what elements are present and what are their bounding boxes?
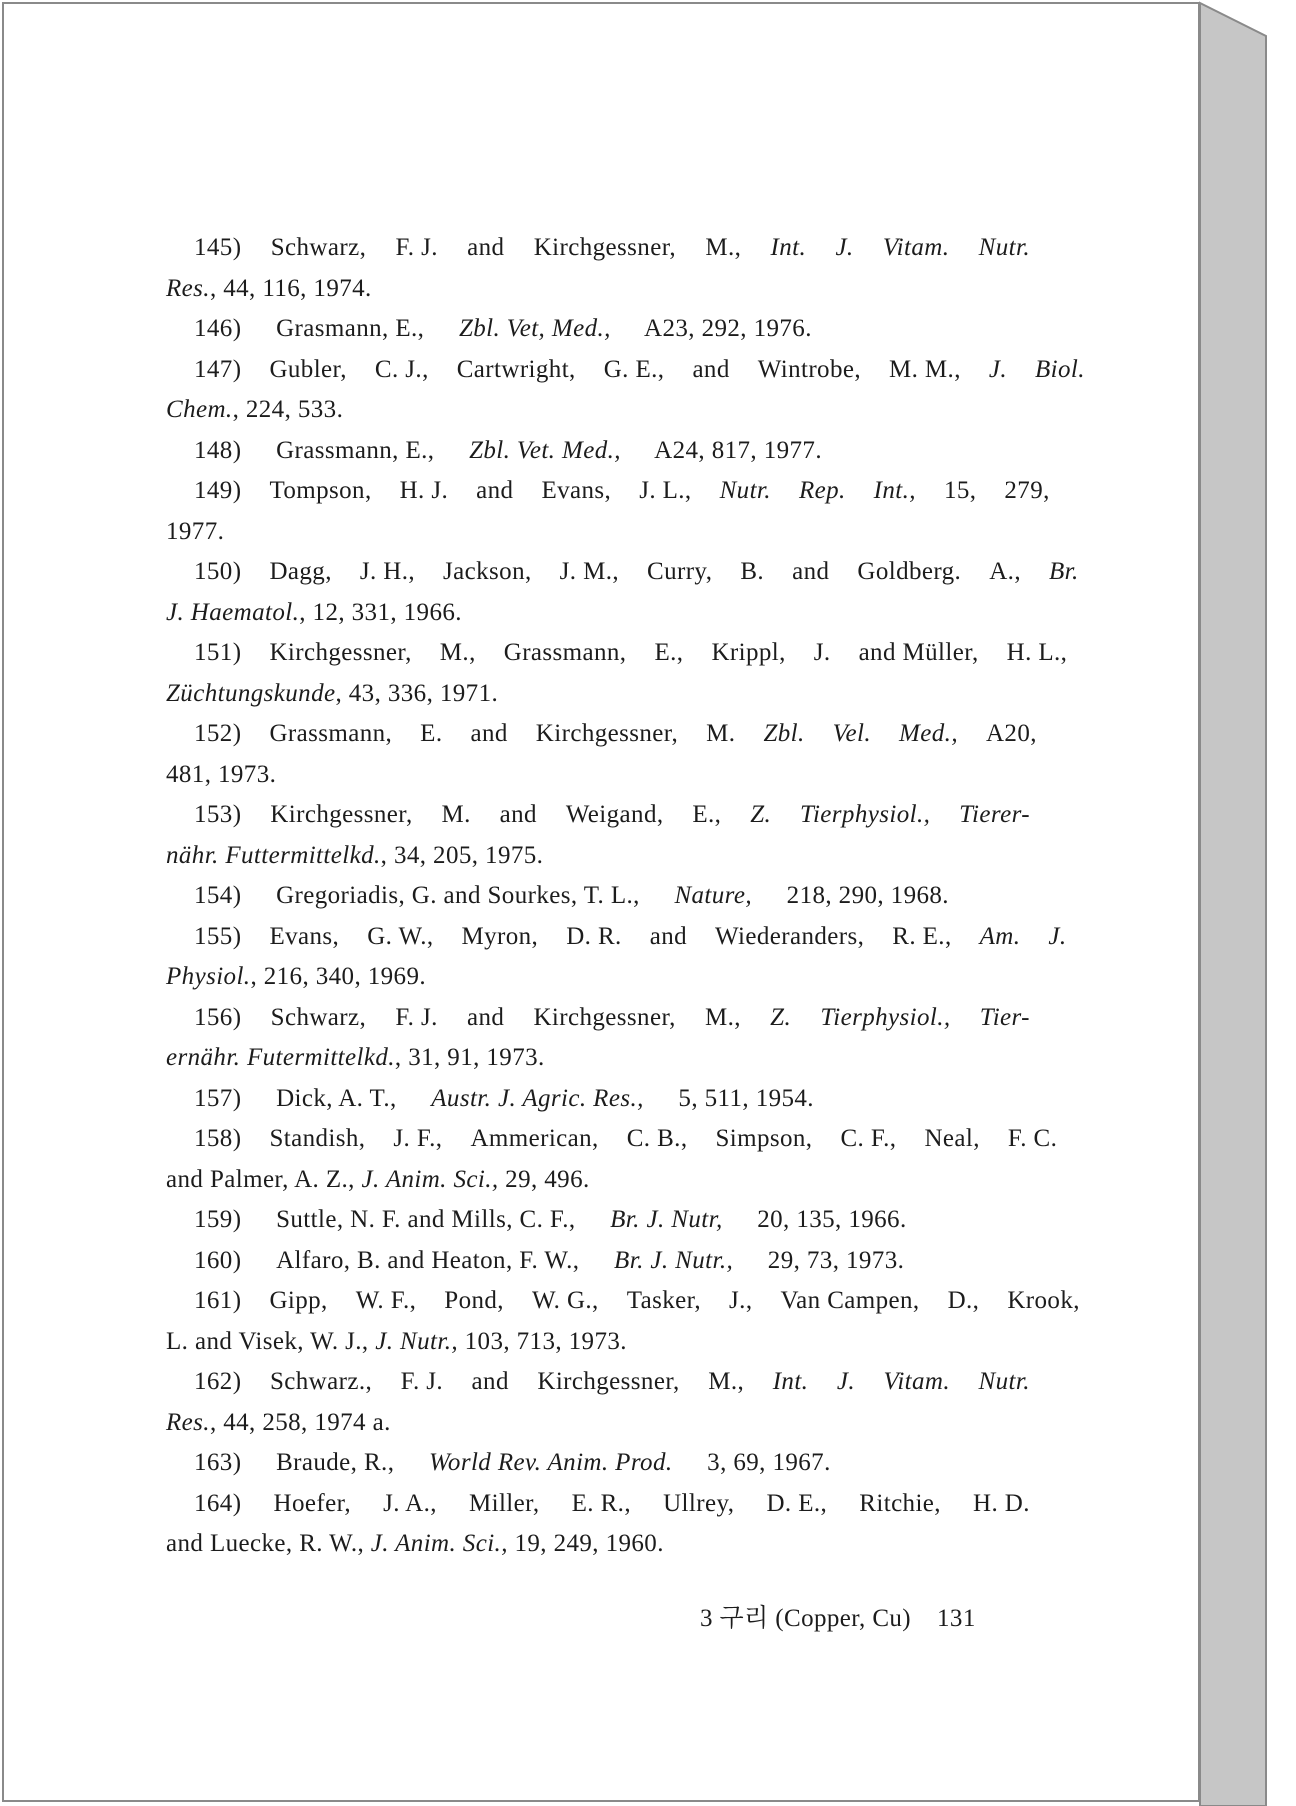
reference-list [166,228,1085,1565]
reference-word: and [470,720,508,747]
reference-journal: J. Anim. Sci., [370,1530,508,1557]
reference-word: M., [705,1003,741,1031]
reference-entry [166,350,1085,431]
reference-line-continued [166,1322,1030,1363]
reference-journal: ernähr. Futermittelkd. [166,1044,395,1071]
reference-word: J. M., [559,558,619,585]
reference-number: 164) [194,1489,242,1517]
reference-number: 149) [194,477,242,504]
reference-number: 155) [194,922,242,950]
reference-entry [166,1362,1030,1443]
reference-word: Ullrey, [663,1489,735,1517]
reference-citation: 3, 69, 1967. [700,1449,831,1476]
reference-number: 146) [194,315,249,342]
reference-word: Schwarz, [270,1003,367,1031]
reference-entry [166,633,1068,714]
reference-word: D. E., [766,1489,828,1517]
reference-word: Schwarz., [269,1368,373,1395]
reference-word: Kirchgessner, [270,801,413,828]
reference-authors: and Palmer, A. Z., [166,1165,362,1193]
reference-number: 157) [194,1084,249,1112]
reference-entry [166,1484,1030,1565]
reference-word: C. F., [840,1125,897,1152]
reference-word: Hoefer, [273,1489,351,1517]
reference-word: Vitam. [883,1368,951,1395]
reference-word: Tierphysiol., [820,1003,951,1031]
reference-line [166,552,1079,593]
reference-entry [166,228,1030,309]
reference-word: Dagg, [269,558,332,585]
reference-word: H. D. [973,1489,1030,1517]
reference-citation: , 43, 336, 1971. [335,679,499,707]
reference-line [166,795,1030,836]
reference-number: 163) [194,1449,249,1476]
reference-word: M. [706,720,736,747]
reference-line-continued [166,512,1030,553]
reference-line-continued [166,957,1030,998]
reference-line [166,1079,1030,1120]
reference-word: J. [1048,922,1067,950]
reference-entry [166,1200,1030,1241]
reference-authors: Gregoriadis, G. and Sourkes, T. L., [276,882,647,909]
reference-number: 153) [194,801,242,828]
reference-line-continued [166,1038,1030,1079]
reference-citation: , 44, 116, 1974. [209,274,372,302]
reference-journal: World Rev. Anim. Prod. [429,1449,673,1476]
reference-journal: Res. [166,274,210,302]
reference-journal: Zbl. Vet. Med., [469,436,621,464]
reference-word: Van Campen, [780,1287,920,1314]
reference-word: F. J. [395,1003,438,1031]
reference-entry [166,309,1030,350]
reference-word: Grassmann, [503,639,627,666]
reference-line [166,350,1085,391]
reference-citation: 29, 496. [498,1165,590,1193]
reference-line [166,309,1030,350]
reference-line [166,1281,1080,1322]
reference-word: Z. [750,801,772,828]
reference-word: Tasker, [626,1287,702,1314]
reference-word: Kirchgessner, [533,234,677,261]
reference-word: and [649,922,687,950]
reference-line [166,1241,1030,1282]
reference-word: A20, [985,720,1037,747]
reference-word: B. [740,558,765,585]
reference-word: W. F., [355,1287,417,1314]
reference-journal: Br. J. Nutr, [610,1206,723,1233]
reference-line-continued [166,1403,1030,1444]
reference-word: Neal, [924,1125,980,1152]
reference-citation: , 31, 91, 1973. [394,1044,545,1071]
reference-word: A., [989,558,1021,585]
reference-line-continued [166,755,1030,796]
reference-authors: and Luecke, R. W., [166,1530,371,1557]
reference-entry [166,1079,1030,1120]
reference-word: E., [654,639,684,666]
reference-line-continued [166,1524,1030,1565]
reference-word: Br. [1048,558,1079,585]
reference-authors: Braude, R., [276,1449,401,1476]
reference-word: Wintrobe, [757,355,861,383]
reference-journal: J. Haematol. [166,598,300,626]
reference-word: G. W., [367,922,434,950]
reference-word: Cartwright, [456,355,576,383]
reference-citation: 1977. [166,517,225,545]
reference-word: Z. [770,1003,792,1031]
reference-word: Wiederanders, [715,922,865,950]
reference-citation: 20, 135, 1966. [750,1206,907,1233]
reference-citation: 5, 511, 1954. [671,1084,814,1112]
reference-word: Vel. [832,720,872,747]
reference-journal: Züchtungskunde [166,679,336,707]
reference-word: Tier- [979,1003,1030,1031]
reference-word: G. E., [603,355,665,383]
reference-word: Zbl. [763,720,805,747]
reference-word: Curry, [647,558,713,585]
reference-word: R. E., [892,922,952,950]
reference-word: H. L., [1006,639,1068,666]
reference-entry [166,795,1030,876]
reference-citation: 29, 73, 1973. [761,1246,905,1274]
reference-line-continued [166,390,1030,431]
reference-journal: nähr. Futtermittelkd. [166,841,381,869]
reference-word: Myron, [461,922,539,950]
reference-citation: 19, 249, 1960. [507,1530,664,1557]
reference-number: 145) [194,234,242,261]
reference-authors: Grasmann, E., [276,315,431,342]
chapter-title: 3 구리 (Copper, Cu) [700,1605,912,1632]
reference-word: J. [835,234,854,261]
reference-journal: J. Nutr., [375,1327,458,1355]
reference-word: and [476,477,514,504]
reference-word: Int., [873,477,916,504]
reference-word: and Müller, [858,639,979,666]
reference-word: Tierphysiol., [800,801,931,828]
reference-line [166,1119,1058,1160]
reference-word: Krook, [1007,1287,1080,1314]
reference-word: M. [441,801,471,828]
reference-citation: 218, 290, 1968. [780,882,949,909]
reference-line [166,876,1030,917]
reference-number: 151) [194,639,242,666]
reference-word: Tierer- [959,801,1030,828]
reference-entry [166,1281,1080,1362]
reference-word: Schwarz, [270,234,367,261]
reference-number: 150) [194,558,242,585]
reference-line [166,471,1050,512]
reference-word: Gubler, [269,355,347,383]
reference-number: 161) [194,1287,242,1314]
reference-journal: Br. J. Nutr., [614,1246,734,1274]
reference-word: Tompson, [269,477,372,504]
reference-line [166,1362,1030,1403]
reference-word: Ammerican, [470,1125,599,1152]
reference-word: C. B., [626,1125,688,1152]
reference-number: 152) [194,720,242,747]
reference-word: Gipp, [269,1287,328,1314]
reference-entry [166,876,1030,917]
reference-entry [166,1241,1030,1282]
reference-citation: A24, 817, 1977. [648,436,822,464]
reference-word: 279, [1004,477,1050,504]
reference-word: Nutr. [978,1368,1030,1395]
reference-entry [166,998,1030,1079]
reference-word: and [792,558,830,585]
reference-line [166,633,1068,674]
reference-entry [166,917,1067,998]
reference-word: J. F., [393,1125,443,1152]
reference-word: Nutr. [719,477,771,504]
reference-line [166,431,1030,472]
reference-word: Rep. [798,477,846,504]
reference-journal: Austr. J. Agric. Res., [431,1084,644,1112]
reference-number: 147) [194,355,242,383]
reference-word: and [471,1368,509,1395]
reference-line [166,714,1037,755]
reference-word: Kirchgessner, [535,720,679,747]
reference-word: Pond, [444,1287,504,1314]
reference-word: Weigand, [565,801,664,828]
reference-journal: Nature, [674,882,753,909]
reference-number: 158) [194,1125,242,1152]
reference-citation: , 44, 258, 1974 a. [209,1408,391,1436]
reference-word: J. H., [359,558,416,585]
reference-journal: Zbl. Vet, Med., [458,315,611,342]
reference-journal: Physiol. [166,963,251,990]
reference-word: Biol. [1035,355,1085,383]
reference-entry [166,714,1037,795]
reference-line [166,1443,1030,1484]
reference-word: F. C. [1007,1125,1058,1152]
reference-line [166,917,1067,958]
reference-number: 154) [194,882,249,909]
reference-entry [166,471,1050,552]
reference-word: M., [708,1368,745,1395]
reference-word: J. [988,355,1008,383]
reference-word: E., [692,801,722,828]
reference-word: Goldberg. [857,558,962,585]
reference-word: and [466,1003,505,1031]
reference-word: C. J., [374,355,429,383]
reference-word: Kirchgessner, [269,639,412,666]
reference-word: Ritchie, [859,1489,941,1517]
reference-word: J., [729,1287,753,1314]
reference-word: Jackson, [443,558,532,585]
reference-journal: J. Anim. Sci., [361,1165,499,1193]
reference-word: Kirchgessner, [537,1368,680,1395]
reference-word: Evans, [269,922,340,950]
reference-line-continued [166,1160,1030,1201]
reference-word: 15, [943,477,977,504]
reference-line-continued [166,269,1030,310]
reference-number: 160) [194,1246,249,1274]
reference-citation: 103, 713, 1973. [458,1327,627,1355]
reference-word: F. J. [395,234,438,261]
reference-journal: Res. [166,1408,210,1436]
reference-word: Int. [770,234,807,261]
reference-line-continued [166,836,1030,877]
page-number: 131 [937,1605,976,1632]
reference-word: E. [420,720,443,747]
reference-word: Grassmann, [269,720,393,747]
reference-word: D., [947,1287,980,1314]
reference-word: M. M., [889,355,961,383]
reference-word: D. R. [566,922,622,950]
reference-word: Med., [899,720,958,747]
reference-line-continued [166,593,1030,634]
reference-word: Standish, [269,1125,366,1152]
reference-line [166,1200,1030,1241]
reference-citation: A23, 292, 1976. [638,315,812,342]
reference-word: F. J. [400,1368,444,1395]
reference-word: E. R., [571,1489,631,1517]
reference-word: and [692,355,730,383]
reference-authors: L. and Visek, W. J., [166,1327,376,1355]
reference-number: 156) [194,1003,242,1031]
reference-citation: , 34, 205, 1975. [380,841,544,869]
reference-word: and [499,801,537,828]
reference-word: Simpson, [715,1125,813,1152]
reference-word: J. [836,1368,855,1395]
reference-authors: Alfaro, B. and Heaton, F. W., [276,1246,587,1274]
reference-word: J. L., [639,477,692,504]
reference-citation: , 224, 533. [232,396,344,423]
reference-word: Evans, [541,477,612,504]
reference-word: J. A., [383,1489,437,1517]
reference-entry [166,1119,1058,1200]
reference-word: Kirchgessner, [533,1003,676,1031]
reference-line [166,1484,1030,1525]
reference-word: and [467,234,505,261]
reference-line [166,228,1030,269]
reference-word: Krippl, [711,639,786,666]
reference-line-continued [166,674,1030,715]
reference-authors: Suttle, N. F. and Mills, C. F., [276,1206,583,1233]
reference-entry [166,1443,1030,1484]
reference-entry [166,552,1079,633]
reference-citation: 481, 1973. [166,760,277,788]
reference-word: M., [439,639,476,666]
reference-word: Vitam. [882,234,950,261]
reference-authors: Grassmann, E., [276,436,442,464]
reference-word: Nutr. [978,234,1030,261]
reference-word: Int. [772,1368,809,1395]
reference-number: 162) [194,1368,242,1395]
reference-number: 159) [194,1206,249,1233]
reference-word: J. [813,639,831,666]
reference-word: Miller, [468,1489,540,1517]
reference-citation: , 12, 331, 1966. [299,598,462,626]
reference-authors: Dick, A. T., [276,1084,404,1112]
page-footer [700,1598,976,1634]
reference-citation: , 216, 340, 1969. [250,963,427,990]
reference-word: H. J. [399,477,449,504]
reference-word: W. G., [531,1287,599,1314]
reference-number: 148) [194,436,249,464]
reference-line [166,998,1030,1039]
reference-entry [166,431,1030,472]
reference-word: Am. [979,922,1021,950]
reference-word: M., [705,234,742,261]
reference-journal: Chem. [166,396,233,423]
